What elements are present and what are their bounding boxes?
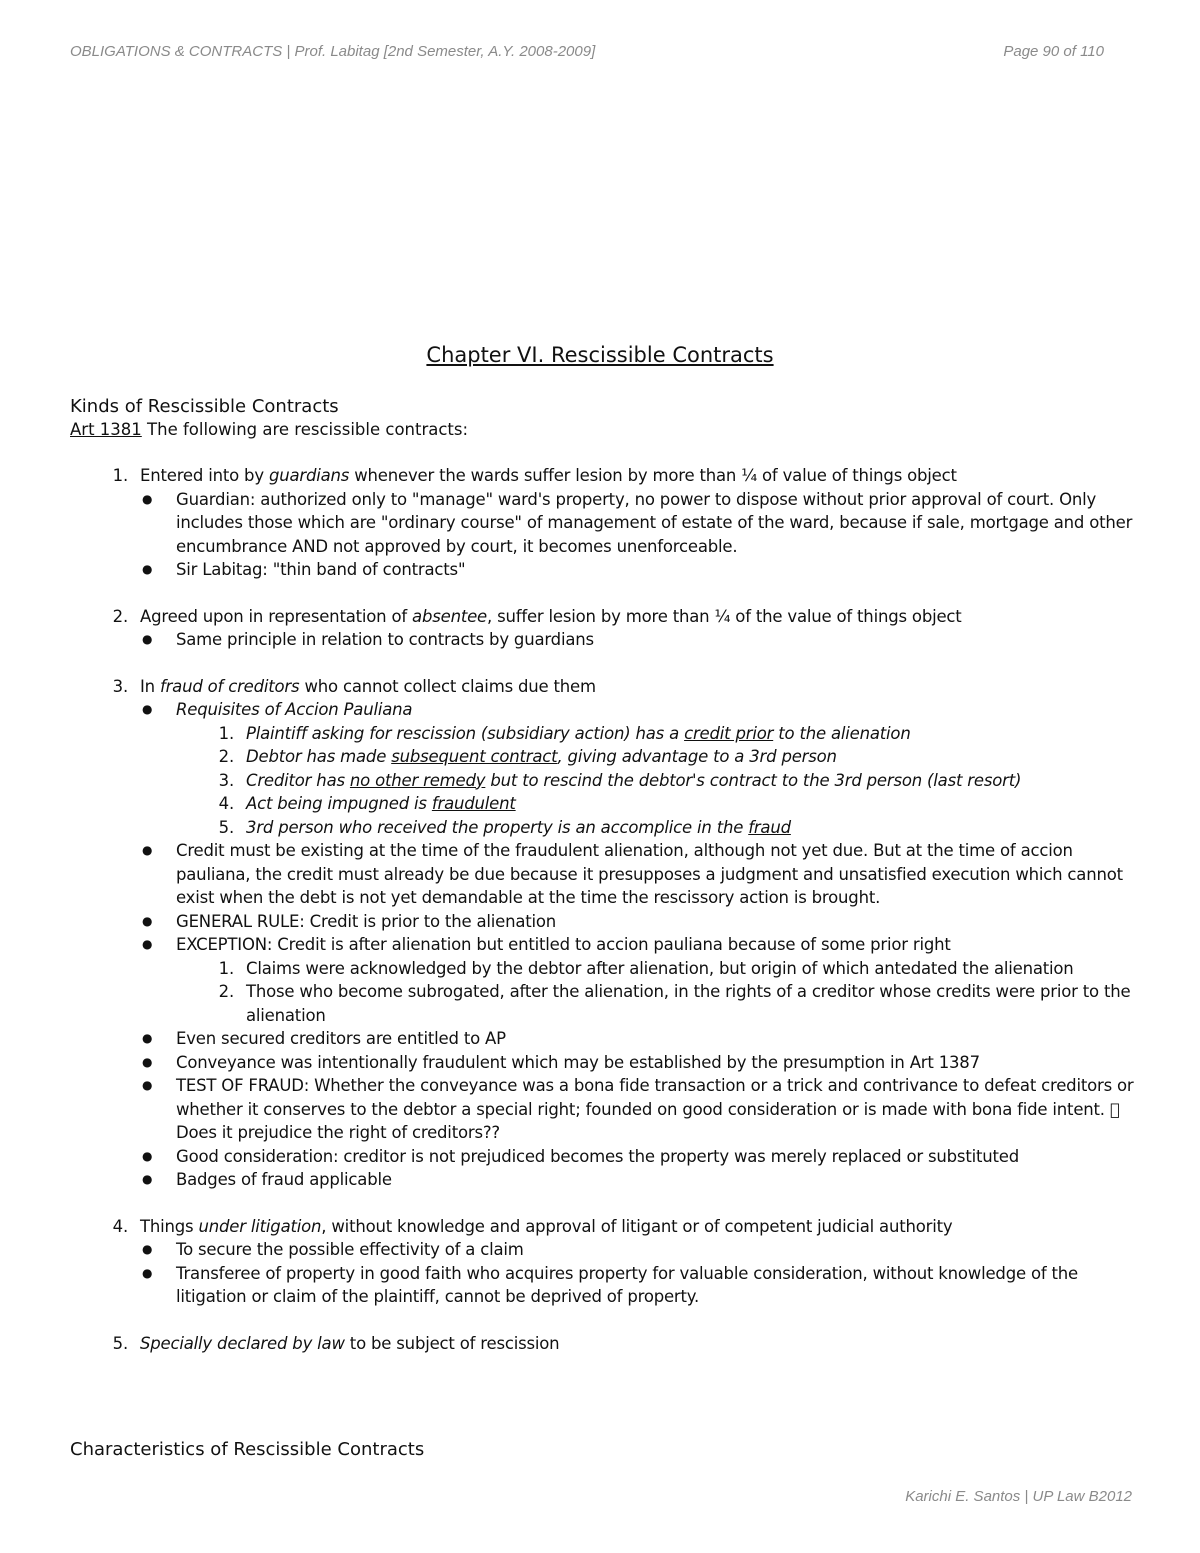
exception-item: 2. Those who become subrogated, after the alienation, in the rights of a creditor whose credits were prior to the alienation xyxy=(218,982,1131,1025)
item-number: 1. xyxy=(112,466,128,485)
bullet-icon: ● xyxy=(142,1031,153,1045)
requisite-item: 5. 3rd person who received the property is an accomplice in the fraud xyxy=(218,817,791,837)
bullet-item: ● Credit must be existing at the time of the fraudulent alienation, although not yet due. But at the time of accion pauliana, the credit must already be due because it presupposes a judgment and unsatisfied execution which cannot exist when the debt is not yet demandable at the time the rescissory action is brought. xyxy=(140,839,1150,910)
characteristics-heading: Characteristics of Rescissible Contracts xyxy=(70,1439,425,1460)
bullet-icon: ● xyxy=(142,1172,153,1186)
item-number: 5. xyxy=(112,1333,128,1353)
bullet-icon: ● xyxy=(142,1148,153,1163)
bullet-icon: ● xyxy=(142,843,153,857)
bullet-icon: ● xyxy=(142,1054,153,1069)
list-item: 2. Agreed upon in representation of absentee, suffer lesion by more than ¼ of the value of things object ● Same principle in relation to contracts by guardians xyxy=(70,605,1150,652)
item-number: 4. xyxy=(112,1216,128,1236)
art-1381-line xyxy=(70,420,468,439)
item-number: 2. xyxy=(112,606,128,626)
list-item: 5. Specially declared by law to be subject of rescission xyxy=(70,1332,1150,1356)
bullet-item: ● Good consideration: creditor is not prejudiced becomes the property was merely replaced or substituted xyxy=(140,1145,1150,1169)
bullet-icon: ● xyxy=(142,1078,153,1092)
emphasis: absentee xyxy=(412,606,487,626)
bullet-icon: ● xyxy=(142,1265,153,1280)
kinds-heading: Kinds of Rescissible Contracts xyxy=(70,396,339,417)
bullet-item: ● GENERAL RULE: Credit is prior to the alienation xyxy=(140,910,1150,934)
bullet-icon: ● xyxy=(142,1242,153,1256)
exception-item: 1. Claims were acknowledged by the debtor after alienation, but origin of which antedated the alienation xyxy=(218,958,1074,978)
bullet-item: ● EXCEPTION: Credit is after alienation but entitled to accion pauliana because of some prior right 1. Claims were acknowledged by the debtor after alienation, but origin of which antedated the alienation 2. Those who become subrogated, after the alienation, in the rights of a creditor whose credits were prior to the alienation xyxy=(140,933,1150,1027)
requisite-item: 4. Act being impugned is fraudulent xyxy=(218,794,516,813)
running-footer: Karichi E. Santos | UP Law B2012 xyxy=(905,1488,1132,1505)
requisite-item: 2. Debtor has made subsequent contract, giving advantage to a 3rd person xyxy=(218,747,837,766)
page-number: Page 90 of 110 xyxy=(1003,43,1104,60)
list-item: 1. Entered into by guardians whenever the wards suffer lesion by more than ¼ of value of things object ● Guardian: authorized only to "manage" ward's property, no power to dispose without prior approval of court. Only includes those which are "ordinary course" of management of estate of the ward, because if sale, mortgage and other encumbrance AND not approved by court, it becomes unenforceable. ● Sir Labitag: "thin band of contracts" xyxy=(70,464,1150,582)
item-number: 3. xyxy=(112,676,128,696)
article-text: The following are rescissible contracts: xyxy=(141,420,469,439)
article-reference: Art 1381 xyxy=(70,420,142,439)
emphasis: fraud of creditors xyxy=(159,676,300,696)
bullet-icon: ● xyxy=(142,562,153,576)
running-header-left: OBLIGATIONS & CONTRACTS | Prof. Labitag [2nd Semester, A.Y. 2008-2009] xyxy=(70,43,596,60)
bullet-icon: ● xyxy=(142,632,153,646)
bullet-item: ● Transferee of property in good faith who acquires property for valuable consideration, without knowledge of the litigation or claim of the plaintiff, cannot be deprived of property. xyxy=(140,1262,1150,1309)
emphasis: under litigation xyxy=(198,1216,322,1236)
bullet-item: ● Conveyance was intentionally fraudulent which may be established by the presumption in Art 1387 xyxy=(140,1051,1150,1075)
bullet-item: ● Sir Labitag: "thin band of contracts" xyxy=(140,558,1150,582)
emphasis: guardians xyxy=(268,466,350,485)
bullet-icon: ● xyxy=(142,913,153,928)
bullet-icon: ● xyxy=(142,491,153,506)
bullet-item: ● Guardian: authorized only to "manage" ward's property, no power to dispose without prior approval of court. Only includes those which are "ordinary course" of management of estate of the ward, because if sale, mortgage and other encumbrance AND not approved by court, it becomes unenforceable. xyxy=(140,488,1150,559)
bullet-item: ● Same principle in relation to contracts by guardians xyxy=(140,628,1150,652)
bullet-item: ● Badges of fraud applicable xyxy=(140,1168,1150,1192)
list-item: 3. In fraud of creditors who cannot collect claims due them ● Requisites of Accion Pauliana 1. Plaintiff asking for rescission (subsidiary action) has a credit prior to the alienation 2. Debtor has made subsequent contract, giving advantage to a 3rd person 3. Creditor has no other remedy but to rescind the debtor's contract to the 3rd person (last resort) 4. Act being impugned is fraudulent 5. 3rd person who received the property is an accomplice in the fraud ● Credit must be existing at the time of the fraudulent alienation, although not yet due. But at the time of accion pauliana, the credit must already be due because it presupposes a judgment and unsatisfied execution which cannot exist when the debt is not yet demandable at the time the rescissory action is brought. ● GENERAL RULE: Credit is prior to the alienation ● EXCEPTION: Credit is after alienation but entitled to accion pauliana because of some prior right 1. Claims were acknowledged by the debtor after alienation, but origin of which antedated the alienation 2. Those who become subrogated, after the alienation, in the rights of a creditor whose credits were prior to the alienation ● Even secured creditors are entitled to AP ● Conveyance was intentionally fraudulent which may be established by the presumption in Art 1387 ● TEST OF FRAUD: Whether the conveyance was a bona fide transaction or a trick and contrivance to defeat creditors or whether it conserves to the debtor a special right; founded on good consideration or is made with bona fide intent. Does it prejudice the right of creditors?? ● Good consideration: creditor is not prejudiced becomes the property was merely replaced or substituted ● Badges of fraud applicable xyxy=(70,675,1150,1192)
bullet-item: ● Even secured creditors are entitled to AP xyxy=(140,1027,1150,1051)
bullet-item xyxy=(140,698,1150,839)
bullet-item: ● TEST OF FRAUD: Whether the conveyance was a bona fide transaction or a trick and contrivance to defeat creditors or whether it conserves to the debtor a special right; founded on good consideration or is made with bona fide intent. Does it prejudice the right of creditors?? xyxy=(140,1074,1150,1145)
requisite-item: 1. Plaintiff asking for rescission (subsidiary action) has a credit prior to the alienation xyxy=(218,723,911,743)
list-item: 4. Things under litigation, without knowledge and approval of litigant or of competent judicial authority ● To secure the possible effectivity of a claim ● Transferee of property in good faith who acquires property for valuable consideration, without knowledge of the litigation or claim of the plaintiff, cannot be deprived of property. xyxy=(70,1215,1150,1309)
requisite-item: 3. Creditor has no other remedy but to rescind the debtor's contract to the 3rd person (last resort) xyxy=(218,770,1022,790)
emphasis: Specially declared by law xyxy=(140,1333,345,1353)
bullet-item: ● To secure the possible effectivity of a claim xyxy=(140,1238,1150,1262)
rescissible-contracts-list xyxy=(70,464,1150,1355)
chapter-title: Chapter VI. Rescissible Contracts xyxy=(426,343,774,367)
requisites-heading: Requisites of Accion Pauliana xyxy=(176,700,413,719)
bullet-icon: ● xyxy=(142,702,153,716)
bullet-icon: ● xyxy=(142,937,153,951)
